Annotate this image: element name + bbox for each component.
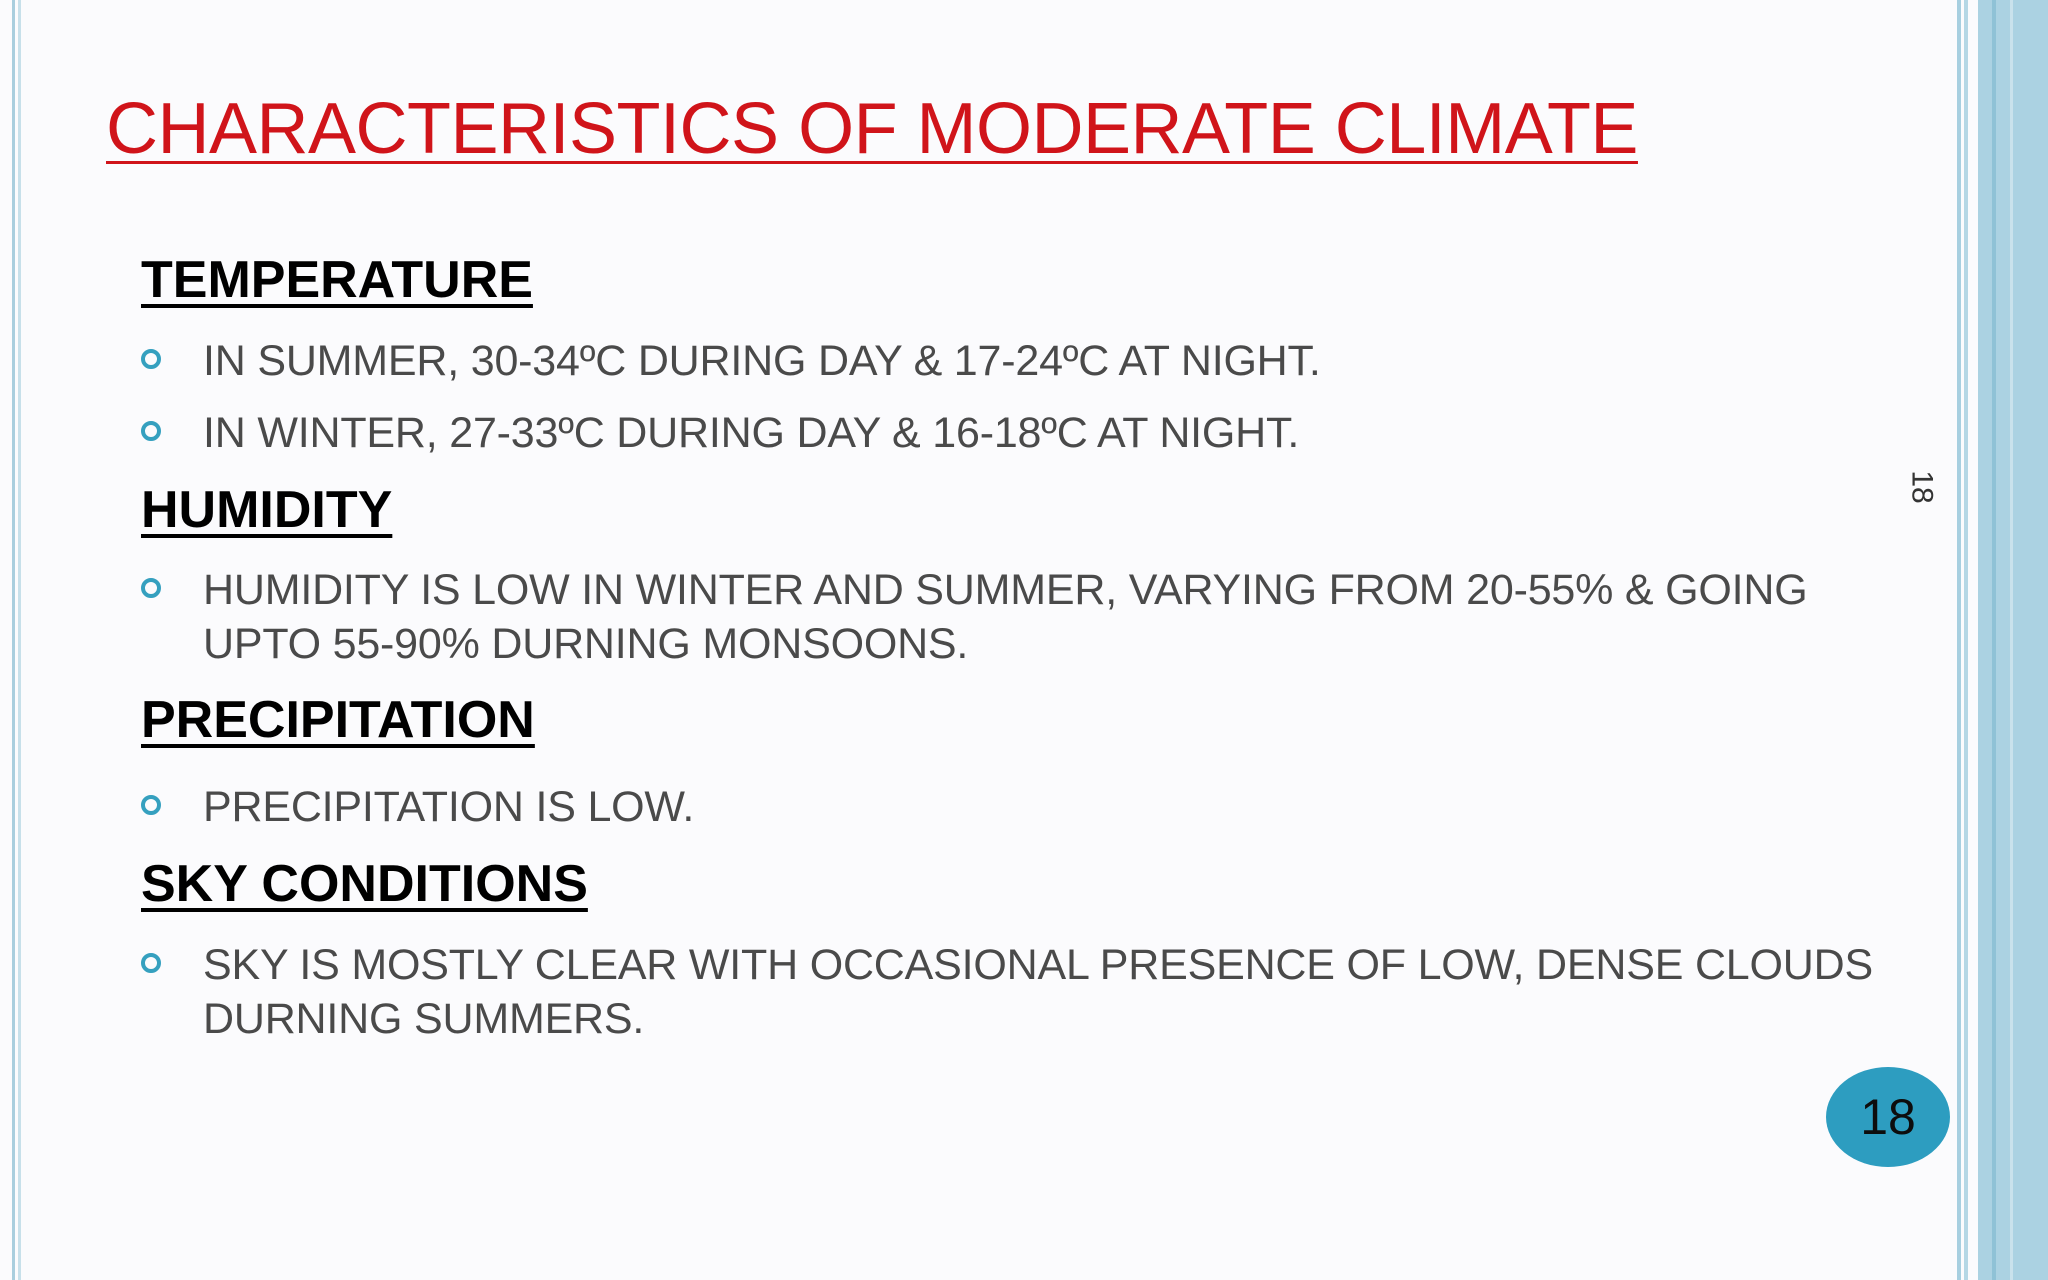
slide-title: CHARACTERISTICS OF MODERATE CLIMATE — [106, 89, 1638, 169]
right-border-band — [1978, 0, 2048, 1280]
right-border-stripe — [1957, 0, 1961, 1280]
section-heading-sky-conditions: SKY CONDITIONS — [141, 855, 588, 913]
bullet-ring-icon — [141, 421, 161, 441]
bullet-ring-icon — [141, 795, 161, 815]
bullet-text: IN SUMMER, 30-34ºC DURING DAY & 17-24ºC AT NIGHT. — [203, 337, 1321, 385]
list-item — [141, 406, 1931, 460]
left-border-line — [12, 0, 15, 1280]
bullet-text: SKY IS MOSTLY CLEAR WITH OCCASIONAL PRESENCE OF LOW, DENSE CLOUDS DURNING SUMMERS. — [203, 941, 1873, 1043]
right-border-stripe — [1964, 0, 1968, 1280]
side-page-number: 18 — [1905, 470, 1939, 504]
bullet-ring-icon — [141, 349, 161, 369]
bullet-text: IN WINTER, 27-33ºC DURING DAY & 16-18ºC AT NIGHT. — [203, 409, 1300, 457]
left-border-line — [18, 0, 21, 1280]
bullet-text: HUMIDITY IS LOW IN WINTER AND SUMMER, VARYING FROM 20-55% & GOING UPTO 55-90% DURNING MONSOONS. — [203, 566, 1808, 668]
list-item — [141, 780, 1931, 834]
section-heading-humidity: HUMIDITY — [141, 481, 393, 539]
bullet-text: PRECIPITATION IS LOW. — [203, 783, 695, 831]
page-number-badge: 18 — [1826, 1067, 1950, 1167]
section-heading-temperature: TEMPERATURE — [141, 251, 533, 309]
right-border-stripe — [2010, 0, 2013, 1280]
right-border-stripe — [1992, 0, 1996, 1280]
list-item — [141, 938, 1931, 1046]
bullet-ring-icon — [141, 578, 161, 598]
bullet-ring-icon — [141, 953, 161, 973]
list-item — [141, 334, 1931, 388]
section-heading-precipitation: PRECIPITATION — [141, 691, 535, 749]
list-item — [141, 563, 1931, 671]
